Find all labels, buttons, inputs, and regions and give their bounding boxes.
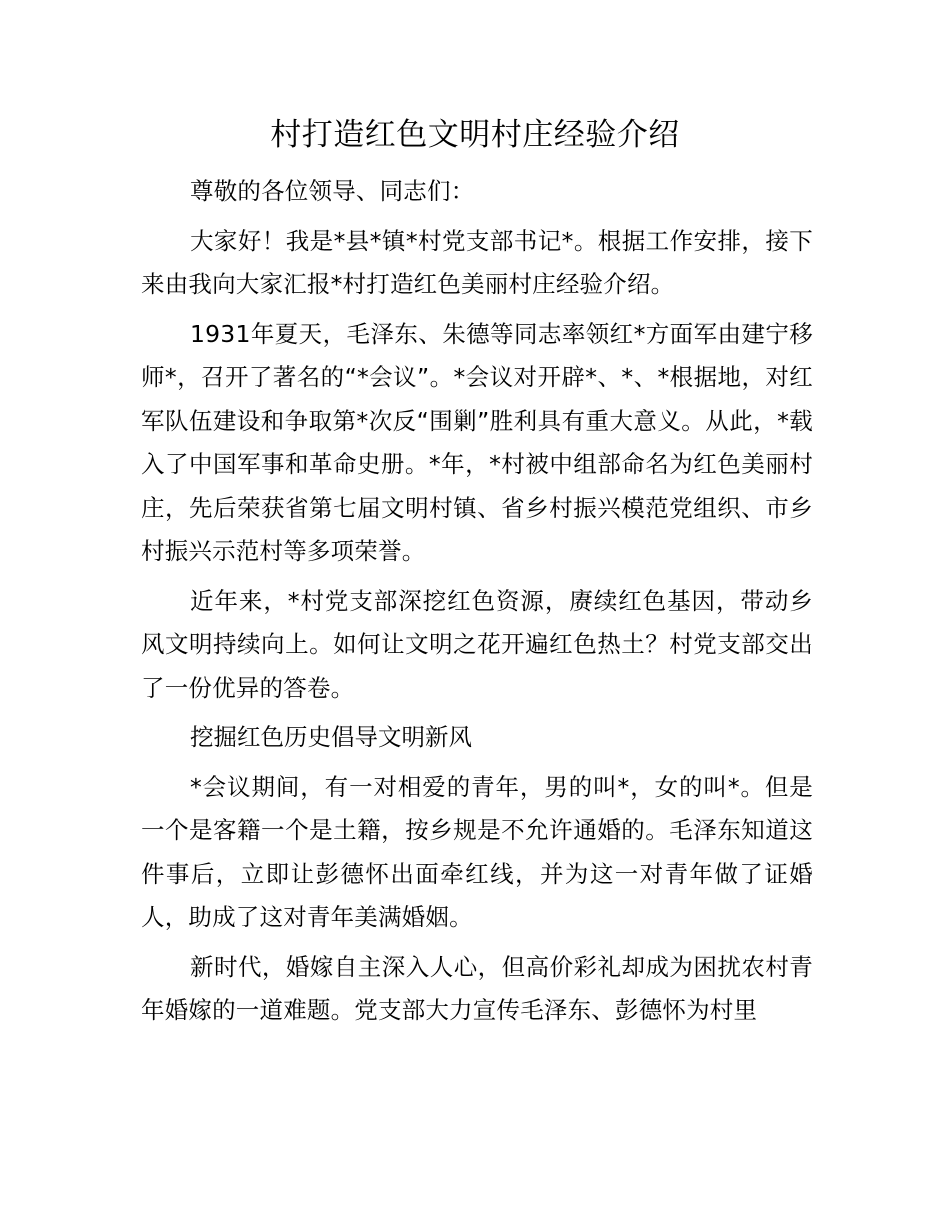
paragraph-history: 1931年夏天，毛泽东、朱德等同志率领红*方面军由建宁移师*，召开了著名的“*会议”。*会议对开辟*、*、*根据地，对红军队伍建设和争取第*次反“围剿”胜利具有重大意义。从此，*载入了中国军事和革命史册。*年，*村被中组部命名为红色美丽村庄，先后荣获省第七届文明村镇、省乡村振兴模范党组织、市乡村振兴示范村等多项荣誉。 <box>141 319 813 565</box>
section-heading: 挖掘红色历史倡导文明新风 <box>190 723 472 751</box>
paragraph-intro: 大家好！我是*县*镇*村党支部书记*。根据工作安排，接下来由我向大家汇报*村打造红色美丽村庄经验介绍。 <box>141 226 813 298</box>
document-title: 村打造红色文明村庄经验介绍 <box>270 117 680 153</box>
paragraph-story: *会议期间，有一对相爱的青年，男的叫*，女的叫*。但是一个是客籍一个是土籍，按乡规是不允许通婚的。毛泽东知道这件事后，立即让彭德怀出面牵红线，并为这一对青年做了证婚人，助成了这对青年美满婚姻。 <box>141 772 813 931</box>
paragraph-recent: 近年来，*村党支部深挖红色资源，赓续红色基因，带动乡风文明持续向上。如何让文明之花开遍红色热土？村党支部交出了一份优异的答卷。 <box>141 586 813 702</box>
paragraph-new-era: 新时代，婚嫁自主深入人心，但高价彩礼却成为困扰农村青年婚嫁的一道难题。党支部大力宣传毛泽东、彭德怀为村里 <box>141 952 813 1024</box>
document-body <box>141 170 813 1039</box>
salutation: 尊敬的各位领导、同志们： <box>190 177 475 205</box>
